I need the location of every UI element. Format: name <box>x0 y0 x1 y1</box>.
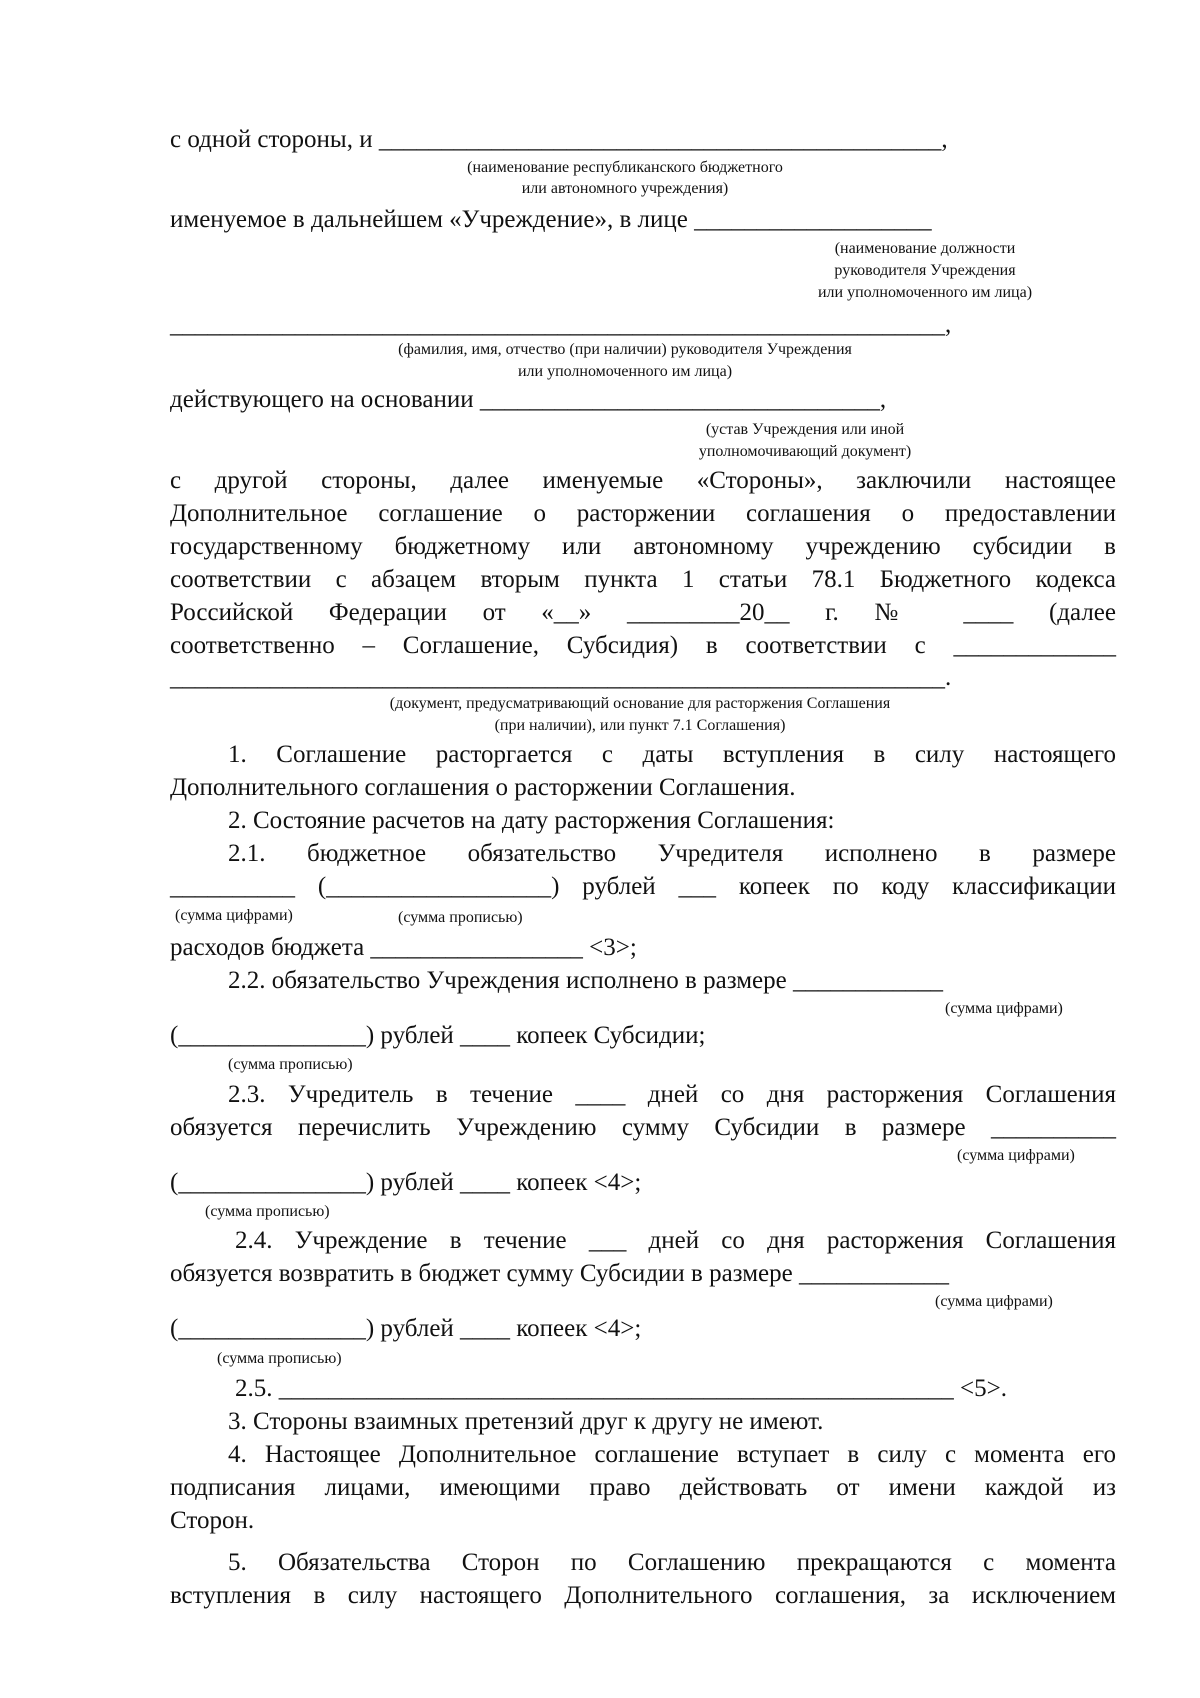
clause-2-1-line-2: __________ (__________________) рублей ___ копеек по коду классификации <box>170 873 1116 900</box>
caption-authorized-person: или уполномоченного им лица) <box>817 284 1033 301</box>
caption-amount-digits-4: (сумма цифрами) <box>935 1293 1053 1310</box>
line-acting-basis: действующего на основании ________________________________, <box>170 386 887 413</box>
paragraph-line-3: государственному бюджетному или автономному учреждению субсидии в <box>170 533 1116 560</box>
line-document-blank: ______________________________________________________________. <box>170 664 952 691</box>
clause-2-2-line-1: 2.2. обязательство Учреждения исполнено в размере ____________ <box>228 967 943 994</box>
paragraph-line-2: Дополнительное соглашение о расторжении соглашения о предоставлении <box>170 500 1116 527</box>
clause-2-3-line-2: обязуется перечислить Учреждению сумму Субсидии в размере __________ <box>170 1114 1116 1141</box>
caption-full-name-2: или уполномоченного им лица) <box>517 363 733 380</box>
clause-3: 3. Стороны взаимных претензий друг к другу не имеют. <box>228 1408 824 1435</box>
paragraph-line-4: соответствии с абзацем вторым пункта 1 статьи 78.1 Бюджетного кодекса <box>170 566 1116 593</box>
caption-amount-digits: (сумма цифрами) <box>175 907 293 924</box>
clause-1-line-2: Дополнительного соглашения о расторжении Соглашения. <box>170 774 796 801</box>
line-one-side: с одной стороны, и _____________________________________________, <box>170 126 948 153</box>
clause-2: 2. Состояние расчетов на дату расторжения Соглашения: <box>228 807 835 834</box>
clause-4-line-1: 4. Настоящее Дополнительное соглашение вступает в силу с момента его <box>228 1441 1116 1468</box>
paragraph-line-5: Российской Федерации от «__» _________20__ г. № ____ (далее <box>170 599 1116 626</box>
caption-authorizing-doc: уполномочивающий документ) <box>698 443 912 460</box>
clause-1-line-1: 1. Соглашение расторгается с даты вступления в силу настоящего <box>228 741 1116 768</box>
clause-2-4-line-3: (_______________) рублей ____ копеек <4>; <box>170 1315 642 1342</box>
paragraph-line-1: с другой стороны, далее именуемые «Стороны», заключили настоящее <box>170 467 1116 494</box>
caption-amount-digits-2: (сумма цифрами) <box>945 1000 1063 1017</box>
caption-full-name: (фамилия, имя, отчество (при наличии) руководителя Учреждения <box>398 341 852 358</box>
line-full-name-blank: ______________________________________________________________, <box>170 311 952 338</box>
caption-clause: (при наличии), или пункт 7.1 Соглашения) <box>494 717 786 734</box>
caption-amount-digits-3: (сумма цифрами) <box>957 1147 1075 1164</box>
clause-2-4-line-1: 2.4. Учреждение в течение ___ дней со дня расторжения Соглашения <box>235 1227 1116 1254</box>
clause-4-line-2: подписания лицами, имеющими право действовать от имени каждой из <box>170 1474 1116 1501</box>
clause-4-line-3: Сторон. <box>170 1507 255 1534</box>
line-named-institution: именуемое в дальнейшем «Учреждение», в лице ___________________ <box>170 206 932 233</box>
clause-2-4-line-2: обязуется возвратить в бюджет сумму Субсидии в размере ____________ <box>170 1260 949 1287</box>
clause-2-3-line-1: 2.3. Учредитель в течение ____ дней со дня расторжения Соглашения <box>228 1081 1116 1108</box>
caption-institution-type: или автономного учреждения) <box>521 180 729 197</box>
caption-head: руководителя Учреждения <box>834 262 1016 279</box>
caption-institution-name: (наименование республиканского бюджетного <box>467 159 783 176</box>
paragraph-line-6: соответственно – Соглашение, Субсидия) в соответствии с _____________ <box>170 632 1116 659</box>
clause-2-1-line-1: 2.1. бюджетное обязательство Учредителя исполнено в размере <box>228 840 1116 867</box>
caption-position: (наименование должности <box>834 240 1016 257</box>
caption-charter: (устав Учреждения или иной <box>705 421 905 438</box>
clause-2-3-line-3: (_______________) рублей ____ копеек <4>; <box>170 1169 642 1196</box>
caption-amount-words-2: (сумма прописью) <box>228 1056 353 1073</box>
caption-termination-document: (документ, предусматривающий основание для расторжения Соглашения <box>389 695 891 712</box>
caption-amount-words-3: (сумма прописью) <box>205 1203 330 1220</box>
caption-amount-words: (сумма прописью) <box>398 909 523 926</box>
clause-5-line-2: вступления в силу настоящего Дополнительного соглашения, за исключением <box>170 1582 1116 1609</box>
clause-5-line-1: 5. Обязательства Сторон по Соглашению прекращаются с момента <box>228 1549 1116 1576</box>
clause-2-1-line-3: расходов бюджета _________________ <3>; <box>170 934 637 961</box>
caption-amount-words-4: (сумма прописью) <box>217 1350 342 1367</box>
clause-2-2-line-2: (_______________) рублей ____ копеек Субсидии; <box>170 1022 706 1049</box>
clause-2-5: 2.5. ______________________________________________________ <5>. <box>235 1375 1007 1402</box>
